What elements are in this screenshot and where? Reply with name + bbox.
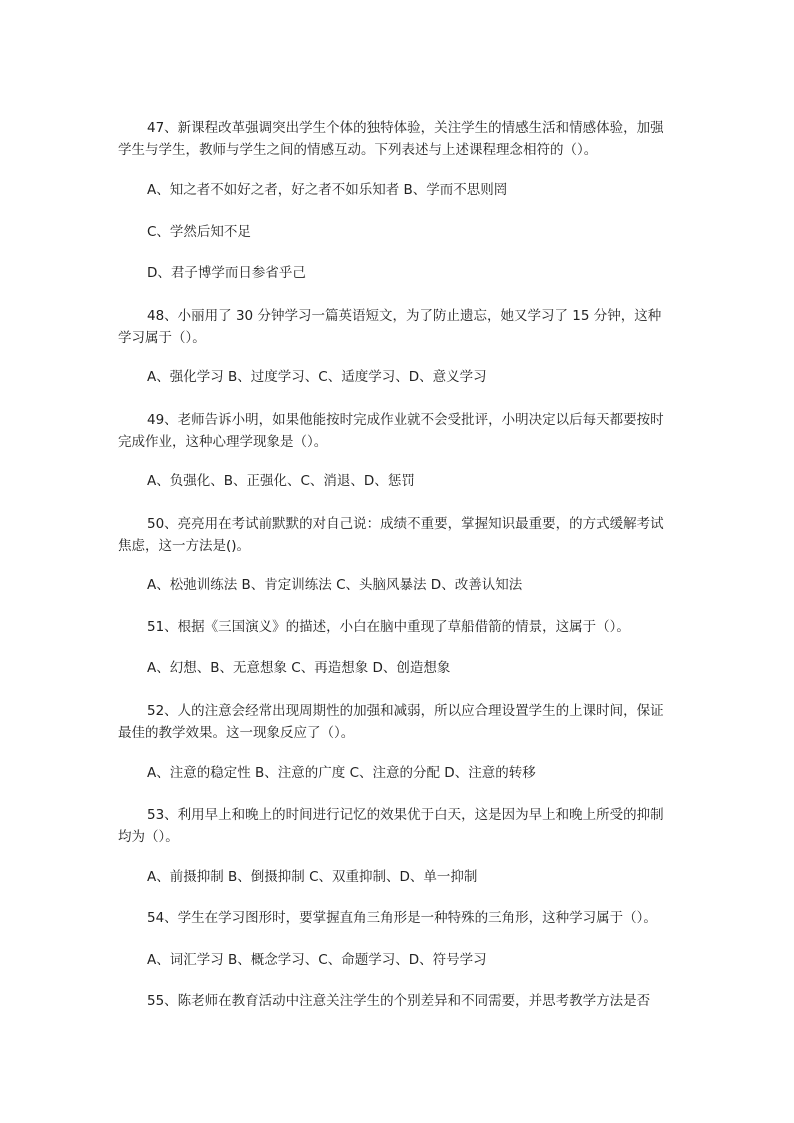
- question-55: 55、陈老师在教育活动中注意关注学生的个别差异和不同需要，并思考教学方法是否: [147, 993, 651, 1009]
- question-47-option-ab: A、知之者不如好之者，好之者不如乐知者 B、学而不思则罔: [147, 182, 508, 198]
- question-48-options: A、强化学习 B、过度学习、C、适度学习、D、意义学习: [147, 369, 487, 385]
- question-50-options: A、松弛训练法 B、肯定训练法 C、头脑风暴法 D、改善认知法: [147, 577, 523, 593]
- question-53: 53、利用早上和晚上的时间进行记忆的效果优于白天，这是因为早上和晚上所受的抑制均为（）。: [118, 807, 664, 845]
- question-53-options: A、前摄抑制 B、倒摄抑制 C、双重抑制、D、单一抑制: [147, 869, 478, 885]
- question-52-options: A、注意的稳定性 B、注意的广度 C、注意的分配 D、注意的转移: [147, 765, 536, 781]
- question-49-options: A、负强化、B、正强化、C、消退、D、惩罚: [147, 473, 415, 489]
- question-54-options: A、词汇学习 B、概念学习、C、命题学习、D、符号学习: [147, 952, 487, 968]
- question-47-option-d: D、君子博学而日参省乎己: [147, 265, 306, 281]
- question-49: 49、老师告诉小明，如果他能按时完成作业就不会受批评，小明决定以后每天都要按时完成作业，这种心理学现象是（）。: [118, 412, 664, 450]
- question-51: 51、根据《三国演义》的描述，小白在脑中重现了草船借箭的情景，这属于（）。: [147, 619, 630, 635]
- question-47: 47、新课程改革强调突出学生个体的独特体验，关注学生的情感生活和情感体验，加强学生与学生，教师与学生之间的情感互动。下列表述与上述课程理念相符的（）。: [118, 120, 664, 158]
- question-47-option-c: C、学然后知不足: [147, 224, 251, 240]
- question-52: 52、人的注意会经常出现周期性的加强和减弱，所以应合理设置学生的上课时间，保证最佳的教学效果。这一现象反应了（）。: [118, 703, 664, 741]
- question-54: 54、学生在学习图形时，要掌握直角三角形是一种特殊的三角形，这种学习属于（）。: [147, 910, 657, 926]
- question-51-options: A、幻想、B、无意想象 C、再造想象 D、创造想象: [147, 660, 451, 676]
- question-48: 48、小丽用了 30 分钟学习一篇英语短文，为了防止遗忘，她又学习了 15 分钟，这种学习属于（）。: [118, 308, 662, 346]
- question-50: 50、亮亮用在考试前默默的对自己说：成绩不重要，掌握知识最重要，的方式缓解考试焦虑，这一方法是()。: [118, 516, 664, 554]
